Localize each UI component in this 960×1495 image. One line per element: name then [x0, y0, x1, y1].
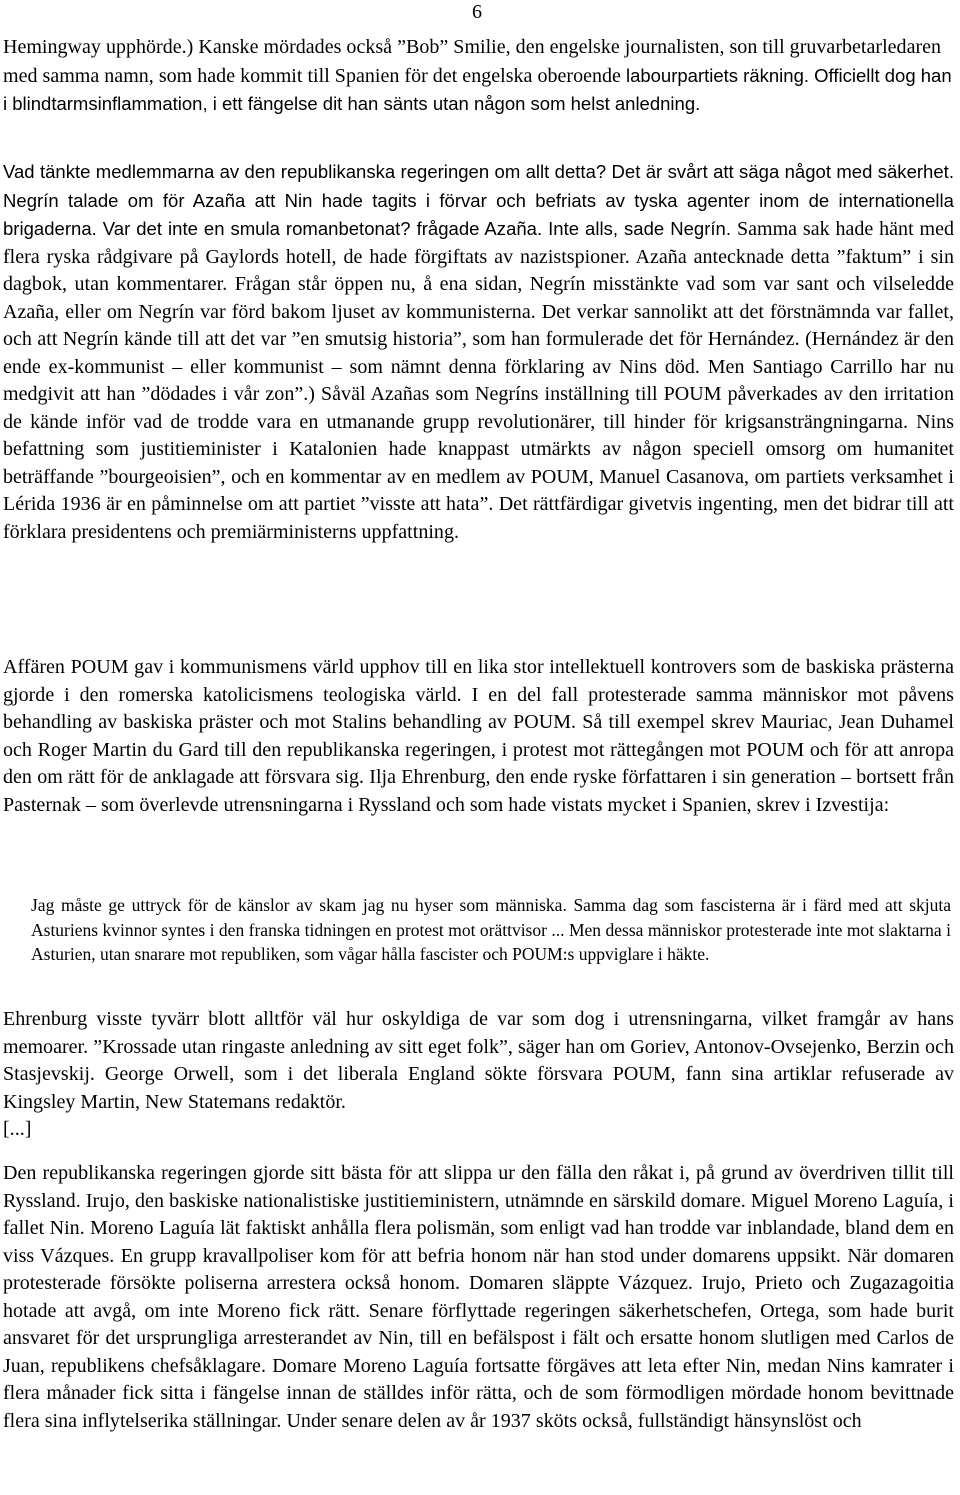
- paragraph-hemingway: [3, 34, 954, 118]
- paragraph-hemingway-sans-text: labourpartiets räkning. Officiellt dog han i blindtarmsinflammation, i ett fängelse dit han sänts utan någon som helst anledning.: [3, 64, 952, 114]
- page-number: 6: [472, 1, 482, 23]
- ellipsis-marker: [...]: [3, 1118, 32, 1140]
- blockquote-izvestija: Jag måste ge uttryck för de känslor av skam jag nu hyser som människa. Samma dag som fascisterna är i färd med att skjuta Asturiens kvinnor syntes i den franska tidningen en protest mot orättvisor ... Men dessa människor protesterade inte mot slaktarna i Asturien, utan snarare mot republiken, som vågar hålla fascister och POUM:s uppviglare i häkte.: [31, 895, 951, 964]
- paragraph-ehrenburg: Ehrenburg visste tyvärr blott alltför väl hur oskyldiga de var som dog i utrensningarna, vilket framgår av hans memoarer. ”Krossade utan ringaste anledning av sitt eget folk”, säger han om Goriev, Antonov-Ovsejenko, Berzin och Stasjevskij. George Orwell, som i det liberala England sökte försvara POUM, fann sina artiklar refuserade av Kingsley Martin, New Statemans redaktör.: [3, 1008, 954, 1113]
- paragraph-affaren: Affären POUM gav i kommunismens värld upphov till en lika stor intellektuell kontrovers som de baskiska prästerna gjorde i den romerska katolicismens teologiska värld. I en del fall protesterade samma människor mot påvens behandling av baskiska präster och mot Stalins behandling av POUM. Så till exempel skrev Mauriac, Jean Duhamel och Roger Martin du Gard till den republikanska regeringen, i protest mot rättegången mot POUM och för att anropa den om rätt för de anklagade att försvara sig. Ilja Ehrenburg, den ende ryske författaren i sin generation – bortsett från Pasternak – som överlevde utrensningarna i Ryssland och som hade vistats mycket i Spanien, skrev i Izvestija:: [3, 656, 954, 816]
- paragraph-vad: [3, 158, 954, 546]
- paragraph-vad-sans-text: Vad tänkte medlemmarna av den republikanska regeringen om allt detta? Det är svårt att säga något med säkerhet. Negrín talade om för Azaña att Nin hade tagits i förvar och befriats av tyska agenter inom de internationella brigaderna. Var det inte en smula romanbetonat? frågade Azaña. Inte alls, sade Negrín.: [3, 161, 954, 239]
- paragraph-den-republikanska: Den republikanska regeringen gjorde sitt bästa för att slippa ur den fälla den råkat i, på grund av överdriven tillit till Ryssland. Irujo, den baskiske nationalistiske justitieministern, utnämnde en särskild domare. Miguel Moreno Laguía, i fallet Nin. Moreno Laguía lät faktiskt anhålla flera polismän, som enligt vad han trodde var inblandade, bland dem en viss Vázques. En grupp kravallpoliser kom för att befria honom när han stod under domarens uppsikt. När domaren protesterade försökte poliserna arrestera också honom. Domaren släppte Vázquez. Irujo, Prieto och Zugazagoitia hotade att avgå, om inte Moreno fick rätt. Senare förflyttade regeringen säkerhetschefen, Ortega, som hade burit ansvaret för det ursprungliga arresterandet av Nin, till en befälspost i fält och ersatte honom slutligen med Carlos de Juan, republikens chefsåklagare. Domare Moreno Laguía fortsatte förgäves att leta efter Nin, medan Nins kamrater i flera månader fick sitta i fängelse innan de ställdes inför rätta, och de som förmodligen mördade honom bevittnade flera sina inflytelserika ställningar. Under senare delen av år 1937 sköts också, fullständigt hänsynslöst och: [3, 1162, 954, 1432]
- paragraph-vad-serif-text: Samma sak hade hänt med flera ryska rådgivare på Gaylords hotell, de hade förgiftats av nazistspioner. Azaña antecknade detta ”faktum” i sin dagbok, utan kommentarer. Frågan står öppen nu, å ena sidan, Negrín misstänkte vad som var sant och vilseledde Azaña, eller om Negrín var förd bakom ljuset av kommunisterna. Det verkar sannolikt att det förstnämnda var fallet, och att Negrín kände till att det var ”en smutsig historia”, som han formulerade det för Hernández. (Hernández är den ende ex-kommunist – eller kommunist – som nämnt denna förklaring av Nins död. Men Santiago Carrillo har nu medgivit att han ”dödades i vår zon”.) Såväl Azañas som Negríns inställning till POUM påverkades av den irritation de kände inför vad de trodde vara en utmanande grupp revolutionärer, till hinder för krigsansträngningarna. Nins befattning som justitieminister i Katalonien hade knappast utmärkts av någon speciell omsorg om humanitet beträffande ”bourgeoisien”, och en kommentar av en medlem av POUM, Manuel Casanova, om partiets verksamhet i Lérida 1936 är en påminnelse om att partiet ”visste att hata”. Det rättfärdigar givetvis ingenting, men det bidrar till att förklara presidentens och premiärministerns uppfattning.: [3, 218, 954, 543]
- paragraph-hemingway-serif-text: Hemingway upphörde.) Kanske mördades också ”Bob” Smilie, den engelske journalisten, son till gruvarbetarledaren med samma namn, som hade kommit till Spanien för det engelska oberoende: [3, 36, 942, 87]
